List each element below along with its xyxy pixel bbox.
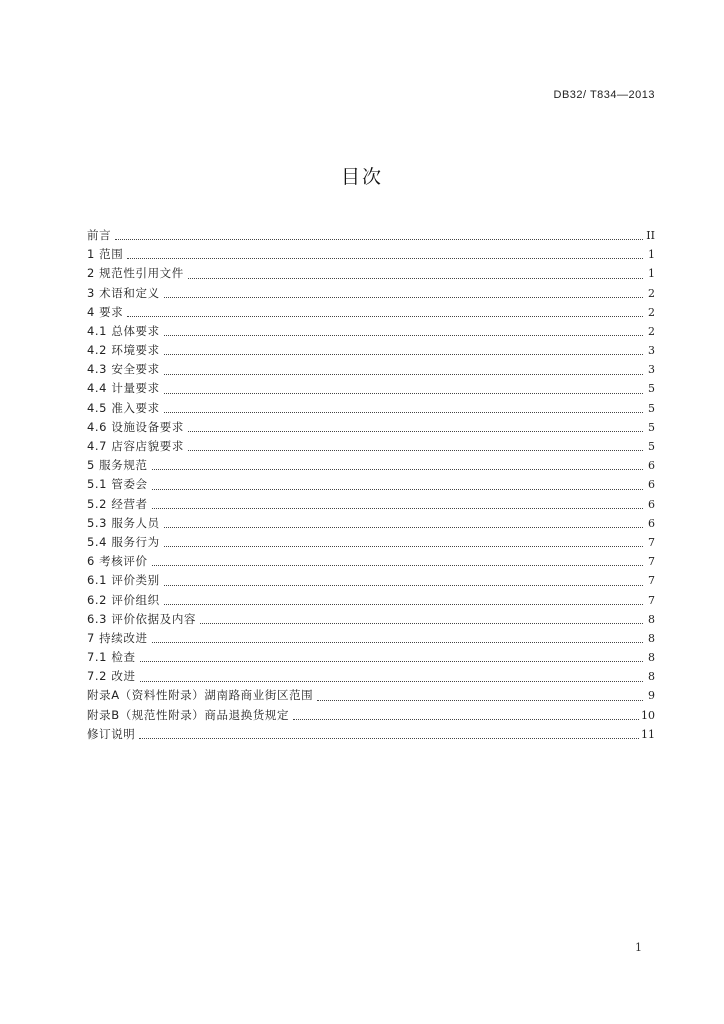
toc-entry[interactable] [87,514,655,533]
toc-entry[interactable] [87,418,655,437]
toc-entry-label: 4.6 设施设备要求 [87,419,184,434]
toc-entry[interactable] [87,341,655,360]
toc-dot-leader [164,360,643,379]
toc-entry[interactable] [87,456,655,475]
toc-entry-page: 6 [648,459,655,473]
toc-entry-label: 5.2 经营者 [87,496,148,511]
toc-dot-leader [152,629,643,648]
toc-dot-leader [139,725,639,744]
toc-entry[interactable] [87,437,655,456]
toc-entry[interactable] [87,284,655,303]
toc-entry-label: 4.5 准入要求 [87,400,160,415]
toc-entry-page: 9 [648,689,655,703]
toc-dot-leader [140,667,643,686]
toc-entry-page: 6 [648,478,655,492]
toc-entry-page: 6 [648,497,655,511]
toc-entry-label: 6 考核评价 [87,554,148,569]
toc-entry-page: 2 [648,305,655,319]
toc-entry[interactable] [87,399,655,418]
toc-entry-page: II [646,228,655,242]
toc-entry[interactable] [87,245,655,264]
toc-entry-label: 附录A（资料性附录）湖南路商业街区范围 [87,688,314,703]
toc-entry-page: 8 [648,631,655,645]
toc-dot-leader [152,495,643,514]
toc-entry-label: 4 要求 [87,304,124,319]
toc-entry-page: 5 [648,382,655,396]
toc-title: 目次 [340,166,383,188]
toc-entry-label: 5.1 管委会 [87,477,148,492]
toc-entry-page: 10 [641,708,655,722]
toc-entry-label: 7.1 检查 [87,650,136,665]
toc-entry-label: 附录B（规范性附录）商品退换货规定 [87,707,290,722]
toc-entry-page: 7 [648,555,655,569]
toc-entry-label: 2 规范性引用文件 [87,266,184,281]
toc-entry[interactable] [87,667,655,686]
toc-entry[interactable] [87,648,655,667]
toc-entry-page: 2 [648,286,655,300]
toc-dot-leader [200,610,643,629]
toc-entry-label: 3 术语和定义 [87,285,160,300]
toc-entry[interactable] [87,303,655,322]
toc-dot-leader [152,456,643,475]
toc-entry[interactable] [87,360,655,379]
toc-entry-label: 4.7 店容店貌要求 [87,439,184,454]
toc-entry-label: 6.1 评价类别 [87,573,160,588]
toc-dot-leader [188,437,643,456]
toc-entry[interactable] [87,629,655,648]
toc-entry-label: 7 持续改进 [87,630,148,645]
toc-entry[interactable] [87,533,655,552]
toc-entry-page: 5 [648,420,655,434]
toc-entry-page: 6 [648,516,655,530]
toc-entry[interactable] [87,591,655,610]
toc-entry-page: 11 [641,727,655,741]
toc-dot-leader [140,648,643,667]
toc-entry-page: 8 [648,612,655,626]
toc-entry-page: 8 [648,670,655,684]
toc-entry-page: 5 [648,440,655,454]
toc-entry-page: 7 [648,593,655,607]
toc-dot-leader [127,245,643,264]
toc-entry-label: 1 范围 [87,247,124,262]
toc-dot-leader [127,303,643,322]
toc-entry-label: 7.2 改进 [87,669,136,684]
toc-entry[interactable] [87,380,655,399]
toc-entry-label: 修订说明 [87,726,136,741]
toc-entry-page: 5 [648,401,655,415]
toc-entry-label: 4.3 安全要求 [87,362,160,377]
table-of-contents [87,226,655,744]
toc-dot-leader [164,380,643,399]
toc-dot-leader [164,571,643,590]
toc-entry[interactable] [87,475,655,494]
toc-dot-leader [164,322,643,341]
toc-entry-page: 1 [648,267,655,281]
toc-dot-leader [164,533,643,552]
toc-entry-label: 6.2 评价组织 [87,592,160,607]
toc-entry-label: 5.3 服务人员 [87,515,160,530]
toc-entry-page: 7 [648,535,655,549]
toc-entry-page: 3 [648,363,655,377]
toc-dot-leader [293,706,639,725]
toc-entry[interactable] [87,725,655,744]
toc-dot-leader [164,399,643,418]
toc-entry[interactable] [87,610,655,629]
toc-dot-leader [188,418,643,437]
toc-entry-label: 4.2 环境要求 [87,343,160,358]
toc-dot-leader [152,552,643,571]
toc-entry-label: 6.3 评价依据及内容 [87,611,197,626]
toc-entry[interactable] [87,687,655,706]
toc-entry-label: 5 服务规范 [87,458,148,473]
toc-entry-page: 8 [648,651,655,665]
toc-entry-label: 4.1 总体要求 [87,323,160,338]
toc-dot-leader [164,341,643,360]
toc-entry[interactable] [87,571,655,590]
page-number: 1 [635,941,642,954]
toc-entry-page: 7 [648,574,655,588]
toc-entry[interactable] [87,322,655,341]
toc-dot-leader [164,514,643,533]
toc-dot-leader [152,475,643,494]
toc-entry[interactable] [87,552,655,571]
toc-dot-leader [115,226,643,245]
toc-dot-leader [164,591,643,610]
toc-entry-label: 4.4 计量要求 [87,381,160,396]
toc-entry-label: 5.4 服务行为 [87,534,160,549]
toc-entry[interactable] [87,706,655,725]
document-code: DB32/ T834—2013 [553,89,655,101]
toc-entry-page: 2 [648,324,655,338]
toc-dot-leader [317,687,643,706]
toc-entry-page: 1 [648,248,655,262]
toc-entry[interactable] [87,495,655,514]
toc-dot-leader [164,284,643,303]
toc-entry[interactable] [87,226,655,245]
toc-entry-label: 前言 [87,227,112,242]
toc-dot-leader [188,264,643,283]
toc-entry[interactable] [87,264,655,283]
toc-entry-page: 3 [648,344,655,358]
